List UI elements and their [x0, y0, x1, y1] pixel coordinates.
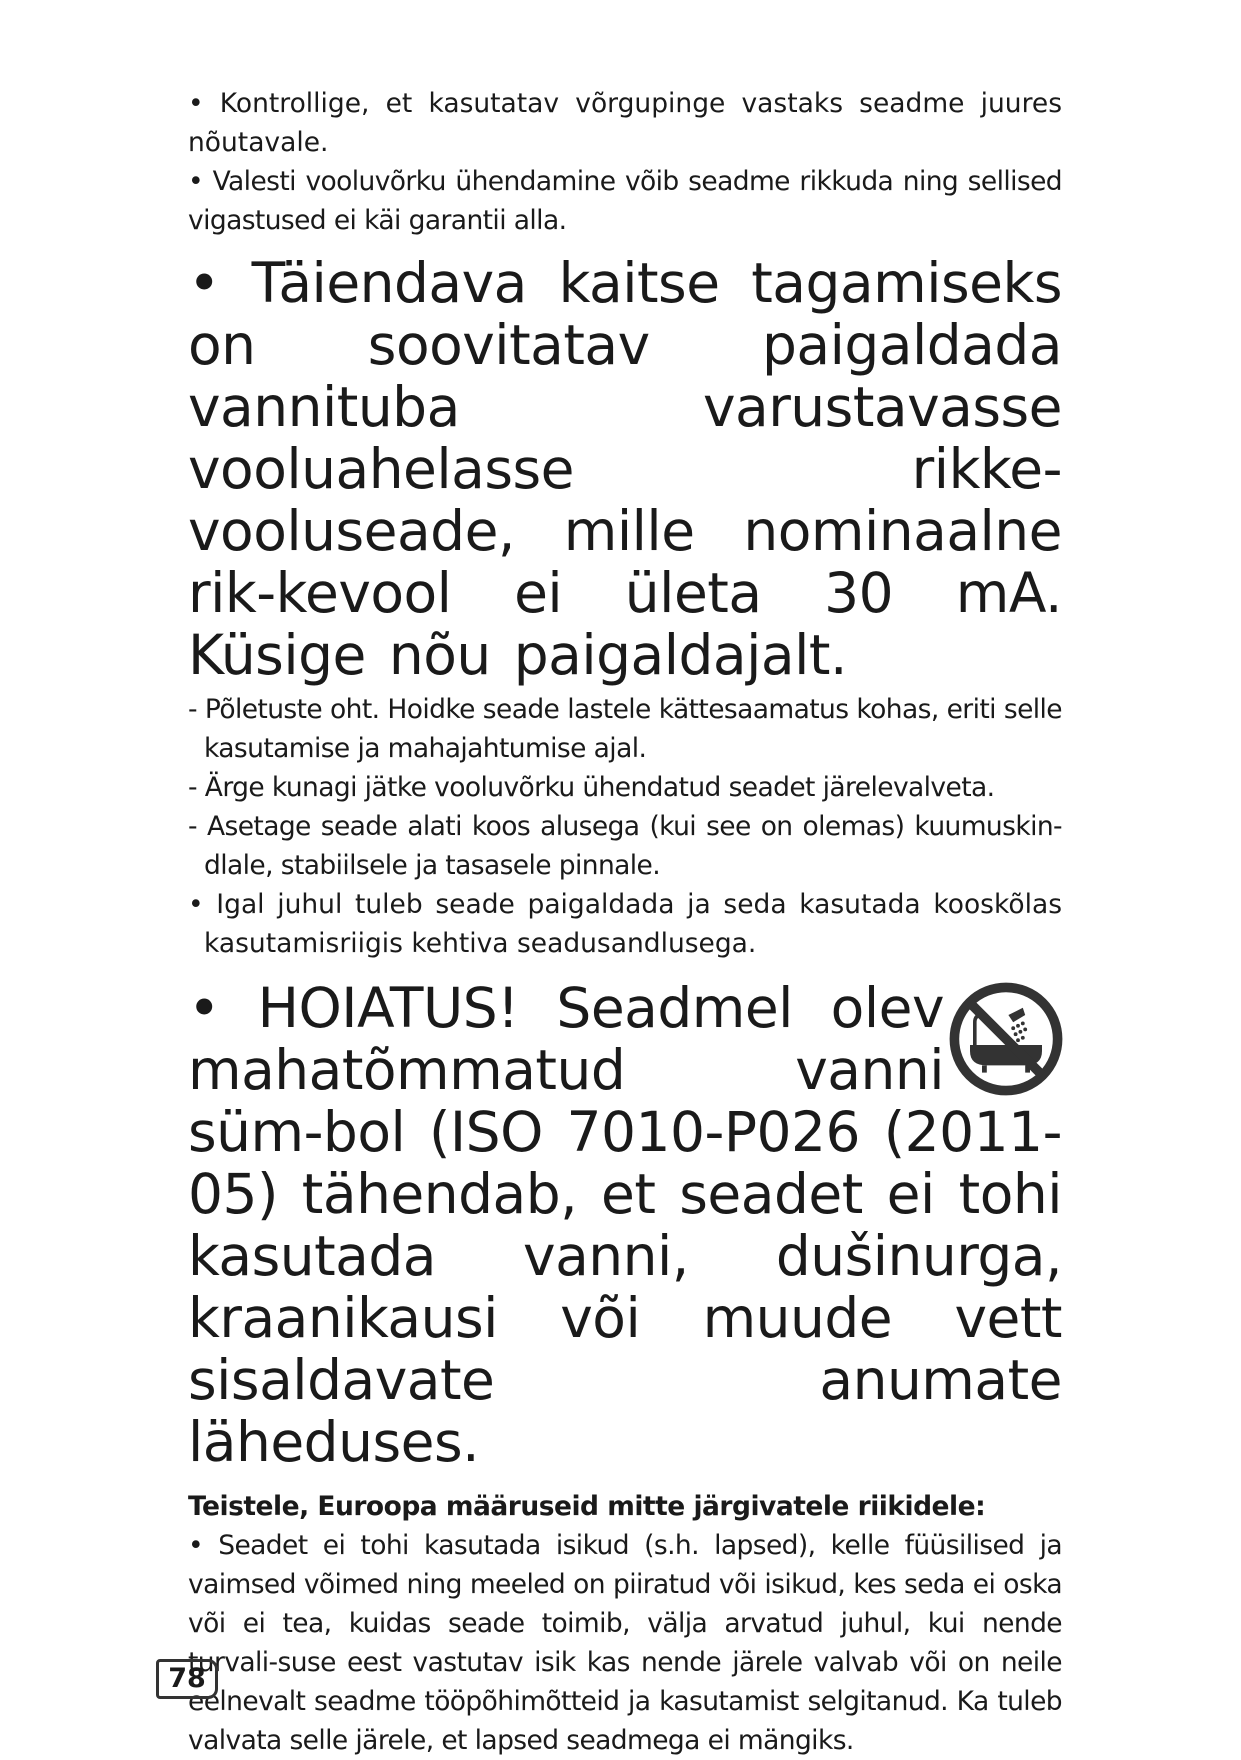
- bathtub-warning-block: [188, 977, 1062, 1473]
- voltage-check-text: • Kontrollige, et kasutatav võrgupinge vastaks seadme juures nõutavale.: [188, 88, 1062, 158]
- placement-text: - Asetage seade alati koos alusega (kui see on olemas) kuumuskin-dlale, stabiilsele ja tasasele pinnale.: [188, 811, 1062, 881]
- restricted-persons-text: • Seadet ei tohi kasutada isikud (s.h. lapsed), kelle füüsilised ja vaimsed võimed ning meeled on piiratud või isikud, kes seda ei oska või ei tea, kuidas seade toimib, välja arvatud juhul, kui nende turvali-suse eest vastutav isik kas nende järele valvab või on neile eelnevalt seadme tööpõhimõtteid ja kasutamist selgitanud. Ka tuleb valvata selle järele, et lapsed seadmega ei mängiks.: [188, 1530, 1062, 1756]
- bathtub-warning-text: • HOIATUS! Seadmel olev mahatõmmatud vanni süm-bol (ISO 7010-P026 (2011-05) tähendab, et seadet ei tohi kasutada vanni, dušinurga, kraanikausi või muude vett sisaldavate anumate läheduses.: [188, 976, 1062, 1474]
- no-bathtub-prohibition-icon: [946, 979, 1066, 1099]
- unattended-text: - Ärge kunagi jätke vooluvõrku ühendatud seadet järelevalveta.: [188, 772, 995, 803]
- page-number: 78: [156, 1659, 218, 1699]
- non-eu-subheading: Teistele, Euroopa määruseid mitte järgivatele riikidele:: [188, 1491, 986, 1522]
- local-law-text: • Igal juhul tuleb seade paigaldada ja seda kasutada kooskõlas kasutamisriigis kehtiva seadusandlusega.: [188, 889, 1062, 959]
- rcd-recommendation-text: • Täiendava kaitse tagamiseks on soovitatav paigaldada vannituba varustavasse vooluahelasse rikke-vooluseade, mille nominaalne rik-kevool ei ületa 30 mA. Küsige nõu paigaldajalt.: [188, 251, 1062, 687]
- burn-risk-text: - Põletuste oht. Hoidke seade lastele kättesaamatus kohas, eriti selle kasutamise ja mahajahtumise ajal.: [188, 694, 1062, 764]
- manual-page: [188, 84, 1062, 1760]
- wrong-connection-text: • Valesti vooluvõrku ühendamine võib seadme rikkuda ning sellised vigastused ei käi garantii alla.: [188, 166, 1062, 236]
